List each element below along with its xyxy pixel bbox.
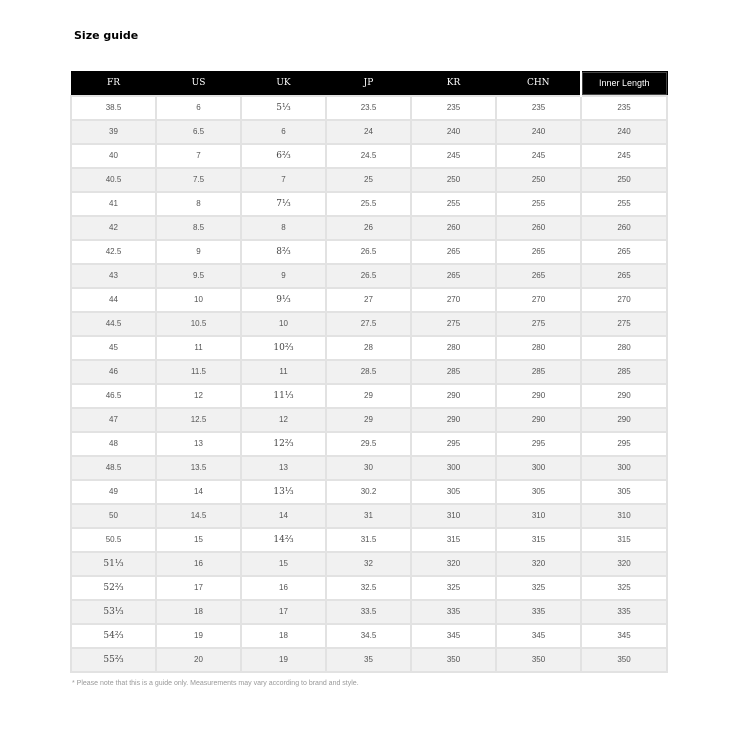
cell-fr: 45	[71, 336, 156, 360]
cell-fr: 40	[71, 144, 156, 168]
cell-jp: 24.5	[326, 144, 411, 168]
cell-jp: 23.5	[326, 96, 411, 120]
cell-jp: 35	[326, 648, 411, 672]
cell-us: 13.5	[156, 456, 241, 480]
cell-fr: 42.5	[71, 240, 156, 264]
cell-kr: 290	[411, 408, 496, 432]
cell-uk: 16	[241, 576, 326, 600]
cell-fr: 50.5	[71, 528, 156, 552]
table-row	[71, 408, 667, 432]
size-table	[70, 71, 668, 673]
cell-us: 9	[156, 240, 241, 264]
cell-inner-length: 270	[581, 288, 667, 312]
column-header-inner-length: Inner Length	[581, 72, 667, 96]
cell-uk: 17	[241, 600, 326, 624]
cell-kr: 265	[411, 264, 496, 288]
table-row	[71, 96, 667, 120]
cell-fr: 42	[71, 216, 156, 240]
column-header-kr: KR	[411, 72, 496, 96]
cell-kr: 345	[411, 624, 496, 648]
cell-uk: 13⅓	[241, 480, 326, 504]
cell-chn: 265	[496, 264, 581, 288]
cell-chn: 285	[496, 360, 581, 384]
table-row	[71, 264, 667, 288]
cell-kr: 260	[411, 216, 496, 240]
cell-us: 18	[156, 600, 241, 624]
cell-us: 8.5	[156, 216, 241, 240]
cell-us: 17	[156, 576, 241, 600]
table-row	[71, 480, 667, 504]
cell-kr: 300	[411, 456, 496, 480]
cell-chn: 300	[496, 456, 581, 480]
cell-inner-length: 345	[581, 624, 667, 648]
cell-us: 9.5	[156, 264, 241, 288]
cell-us: 12	[156, 384, 241, 408]
cell-inner-length: 255	[581, 192, 667, 216]
cell-jp: 29.5	[326, 432, 411, 456]
cell-fr: 44	[71, 288, 156, 312]
cell-fr: 39	[71, 120, 156, 144]
cell-jp: 27.5	[326, 312, 411, 336]
cell-kr: 255	[411, 192, 496, 216]
cell-kr: 305	[411, 480, 496, 504]
cell-kr: 250	[411, 168, 496, 192]
disclaimer-note: * Please note that this is a guide only. Measurements may vary according to brand and style.	[72, 680, 359, 687]
cell-kr: 320	[411, 552, 496, 576]
cell-chn: 240	[496, 120, 581, 144]
cell-inner-length: 290	[581, 384, 667, 408]
cell-us: 11	[156, 336, 241, 360]
cell-inner-length: 305	[581, 480, 667, 504]
cell-chn: 270	[496, 288, 581, 312]
cell-inner-length: 320	[581, 552, 667, 576]
cell-inner-length: 260	[581, 216, 667, 240]
cell-uk: 6⅔	[241, 144, 326, 168]
cell-fr: 38.5	[71, 96, 156, 120]
table-row	[71, 168, 667, 192]
cell-kr: 235	[411, 96, 496, 120]
cell-inner-length: 295	[581, 432, 667, 456]
cell-uk: 14⅔	[241, 528, 326, 552]
cell-uk: 14	[241, 504, 326, 528]
cell-fr: 41	[71, 192, 156, 216]
table-row	[71, 648, 667, 672]
cell-uk: 10	[241, 312, 326, 336]
cell-us: 7.5	[156, 168, 241, 192]
cell-us: 19	[156, 624, 241, 648]
cell-inner-length: 335	[581, 600, 667, 624]
cell-uk: 12	[241, 408, 326, 432]
cell-uk: 5⅓	[241, 96, 326, 120]
cell-uk: 11⅓	[241, 384, 326, 408]
cell-inner-length: 325	[581, 576, 667, 600]
cell-us: 7	[156, 144, 241, 168]
cell-kr: 325	[411, 576, 496, 600]
cell-uk: 7⅓	[241, 192, 326, 216]
cell-inner-length: 310	[581, 504, 667, 528]
cell-fr: 46.5	[71, 384, 156, 408]
table-row	[71, 504, 667, 528]
cell-us: 13	[156, 432, 241, 456]
cell-chn: 315	[496, 528, 581, 552]
table-row	[71, 456, 667, 480]
cell-inner-length: 245	[581, 144, 667, 168]
cell-chn: 265	[496, 240, 581, 264]
cell-kr: 265	[411, 240, 496, 264]
cell-jp: 27	[326, 288, 411, 312]
cell-fr: 54⅔	[71, 624, 156, 648]
cell-jp: 32.5	[326, 576, 411, 600]
cell-fr: 46	[71, 360, 156, 384]
cell-fr: 53⅓	[71, 600, 156, 624]
cell-chn: 255	[496, 192, 581, 216]
cell-jp: 25	[326, 168, 411, 192]
cell-jp: 28	[326, 336, 411, 360]
cell-jp: 31	[326, 504, 411, 528]
cell-us: 14.5	[156, 504, 241, 528]
column-header-us: US	[156, 72, 241, 96]
column-header-uk: UK	[241, 72, 326, 96]
table-row	[71, 528, 667, 552]
cell-kr: 280	[411, 336, 496, 360]
cell-uk: 18	[241, 624, 326, 648]
cell-fr: 43	[71, 264, 156, 288]
cell-fr: 49	[71, 480, 156, 504]
cell-uk: 8	[241, 216, 326, 240]
cell-inner-length: 235	[581, 96, 667, 120]
cell-us: 15	[156, 528, 241, 552]
cell-chn: 345	[496, 624, 581, 648]
cell-us: 6	[156, 96, 241, 120]
cell-chn: 245	[496, 144, 581, 168]
cell-chn: 280	[496, 336, 581, 360]
cell-inner-length: 265	[581, 264, 667, 288]
column-header-chn: CHN	[496, 72, 581, 96]
cell-us: 8	[156, 192, 241, 216]
cell-chn: 305	[496, 480, 581, 504]
cell-uk: 9	[241, 264, 326, 288]
cell-fr: 52⅔	[71, 576, 156, 600]
cell-us: 20	[156, 648, 241, 672]
cell-chn: 290	[496, 384, 581, 408]
cell-fr: 48	[71, 432, 156, 456]
cell-jp: 26.5	[326, 240, 411, 264]
cell-kr: 245	[411, 144, 496, 168]
cell-uk: 9⅓	[241, 288, 326, 312]
cell-inner-length: 280	[581, 336, 667, 360]
cell-inner-length: 315	[581, 528, 667, 552]
table-row	[71, 120, 667, 144]
cell-uk: 12⅔	[241, 432, 326, 456]
cell-chn: 320	[496, 552, 581, 576]
cell-kr: 335	[411, 600, 496, 624]
cell-inner-length: 265	[581, 240, 667, 264]
cell-inner-length: 290	[581, 408, 667, 432]
table-row	[71, 216, 667, 240]
cell-jp: 29	[326, 408, 411, 432]
cell-jp: 29	[326, 384, 411, 408]
cell-inner-length: 350	[581, 648, 667, 672]
cell-kr: 275	[411, 312, 496, 336]
cell-kr: 290	[411, 384, 496, 408]
cell-jp: 24	[326, 120, 411, 144]
cell-us: 16	[156, 552, 241, 576]
table-row	[71, 384, 667, 408]
cell-inner-length: 300	[581, 456, 667, 480]
cell-fr: 51⅓	[71, 552, 156, 576]
cell-uk: 6	[241, 120, 326, 144]
cell-kr: 285	[411, 360, 496, 384]
table-row	[71, 144, 667, 168]
column-header-jp: JP	[326, 72, 411, 96]
cell-jp: 30	[326, 456, 411, 480]
cell-jp: 33.5	[326, 600, 411, 624]
cell-chn: 295	[496, 432, 581, 456]
cell-us: 10	[156, 288, 241, 312]
cell-chn: 290	[496, 408, 581, 432]
cell-uk: 10⅔	[241, 336, 326, 360]
table-row	[71, 312, 667, 336]
cell-inner-length: 275	[581, 312, 667, 336]
cell-inner-length: 285	[581, 360, 667, 384]
table-row	[71, 552, 667, 576]
column-header-fr: FR	[71, 72, 156, 96]
cell-chn: 325	[496, 576, 581, 600]
cell-jp: 25.5	[326, 192, 411, 216]
table-row	[71, 336, 667, 360]
cell-uk: 8⅔	[241, 240, 326, 264]
cell-jp: 28.5	[326, 360, 411, 384]
cell-uk: 13	[241, 456, 326, 480]
cell-us: 14	[156, 480, 241, 504]
table-row	[71, 624, 667, 648]
cell-jp: 26.5	[326, 264, 411, 288]
cell-chn: 260	[496, 216, 581, 240]
cell-us: 10.5	[156, 312, 241, 336]
cell-uk: 11	[241, 360, 326, 384]
cell-inner-length: 250	[581, 168, 667, 192]
cell-jp: 32	[326, 552, 411, 576]
table-row	[71, 240, 667, 264]
cell-kr: 350	[411, 648, 496, 672]
table-row	[71, 288, 667, 312]
cell-kr: 240	[411, 120, 496, 144]
table-row	[71, 576, 667, 600]
cell-jp: 26	[326, 216, 411, 240]
cell-jp: 34.5	[326, 624, 411, 648]
cell-jp: 31.5	[326, 528, 411, 552]
cell-jp: 30.2	[326, 480, 411, 504]
table-body	[71, 96, 667, 672]
cell-chn: 335	[496, 600, 581, 624]
cell-us: 6.5	[156, 120, 241, 144]
cell-uk: 7	[241, 168, 326, 192]
cell-uk: 15	[241, 552, 326, 576]
cell-fr: 44.5	[71, 312, 156, 336]
cell-chn: 250	[496, 168, 581, 192]
cell-inner-length: 240	[581, 120, 667, 144]
cell-chn: 310	[496, 504, 581, 528]
table-header-row	[71, 72, 667, 96]
cell-fr: 48.5	[71, 456, 156, 480]
cell-chn: 275	[496, 312, 581, 336]
cell-fr: 55⅔	[71, 648, 156, 672]
cell-us: 11.5	[156, 360, 241, 384]
table-row	[71, 600, 667, 624]
cell-uk: 19	[241, 648, 326, 672]
table-row	[71, 192, 667, 216]
cell-us: 12.5	[156, 408, 241, 432]
cell-kr: 310	[411, 504, 496, 528]
table-row	[71, 432, 667, 456]
cell-kr: 270	[411, 288, 496, 312]
cell-fr: 40.5	[71, 168, 156, 192]
page-title: Size guide	[74, 29, 139, 42]
cell-chn: 350	[496, 648, 581, 672]
cell-chn: 235	[496, 96, 581, 120]
cell-kr: 315	[411, 528, 496, 552]
table-row	[71, 360, 667, 384]
cell-fr: 50	[71, 504, 156, 528]
cell-fr: 47	[71, 408, 156, 432]
cell-kr: 295	[411, 432, 496, 456]
